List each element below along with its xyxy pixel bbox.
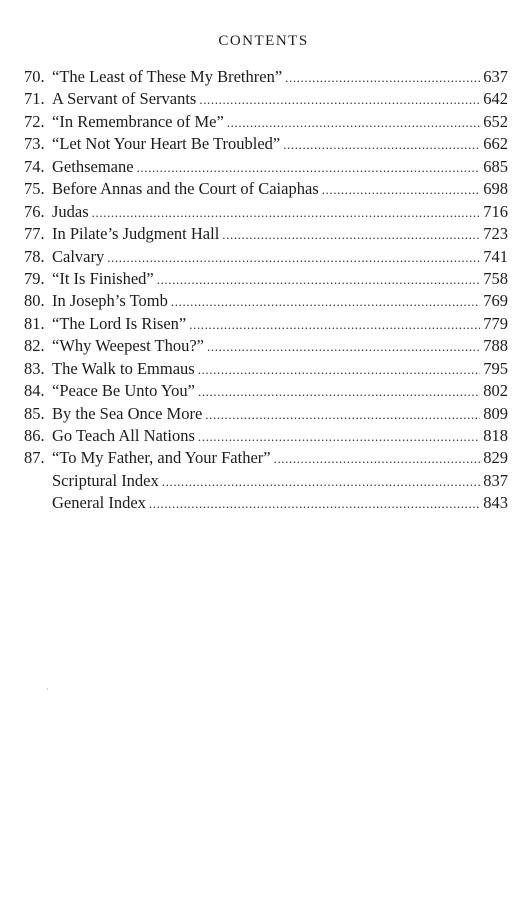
dot-leader xyxy=(322,179,481,201)
page-number: 837 xyxy=(483,470,508,490)
index-title: Scriptural Index xyxy=(52,470,159,490)
dot-leader xyxy=(149,493,480,515)
page-number: 642 xyxy=(483,89,508,109)
page-number: 758 xyxy=(483,268,508,288)
page-number: 652 xyxy=(483,111,508,131)
chapter-title: In Pilate’s Judgment Hall xyxy=(52,224,220,244)
page-number: 802 xyxy=(483,381,508,401)
chapter-number: 70. xyxy=(24,67,45,86)
toc-entry xyxy=(24,447,508,469)
toc-entry xyxy=(24,178,508,200)
dot-leader xyxy=(107,247,480,269)
toc-entry xyxy=(24,268,508,290)
toc-entry xyxy=(24,111,508,133)
chapter-number: 74. xyxy=(24,156,45,176)
dot-leader xyxy=(205,404,480,426)
dot-leader xyxy=(283,134,480,156)
page-number: 818 xyxy=(483,426,508,445)
page-number: 809 xyxy=(483,403,508,423)
chapter-title: In Joseph’s Tomb xyxy=(52,291,168,311)
dot-leader xyxy=(227,112,480,134)
toc-entry xyxy=(24,380,508,402)
chapter-number: 75. xyxy=(24,179,45,199)
chapter-title: The Walk to Emmaus xyxy=(52,358,195,378)
chapter-title: By the Sea Once More xyxy=(52,403,203,423)
toc-entry xyxy=(24,223,508,245)
page-number: 723 xyxy=(483,224,508,244)
chapter-number: 80. xyxy=(24,291,45,311)
page-number: 685 xyxy=(483,156,508,176)
chapter-number: 77. xyxy=(24,224,45,244)
index-title: General Index xyxy=(52,493,146,513)
toc-entry xyxy=(24,133,508,155)
page-number: 716 xyxy=(483,201,508,221)
toc-entry xyxy=(24,88,508,110)
dot-leader xyxy=(171,291,480,313)
dot-leader xyxy=(198,426,480,448)
page-number: 741 xyxy=(483,246,508,266)
page-number: 843 xyxy=(483,493,508,513)
chapter-number: 78. xyxy=(24,246,45,266)
dot-leader xyxy=(207,336,480,358)
table-of-contents xyxy=(24,66,508,515)
chapter-title: “To My Father, and Your Father” xyxy=(52,448,271,468)
chapter-number: 87. xyxy=(24,448,45,468)
page-number: 698 xyxy=(483,179,508,199)
page-number: 829 xyxy=(483,448,508,468)
dot-leader xyxy=(189,314,480,336)
dot-leader xyxy=(157,269,481,291)
chapter-number: 84. xyxy=(24,381,45,401)
chapter-title: Before Annas and the Court of Caiaphas xyxy=(52,179,319,199)
dot-leader xyxy=(92,202,481,224)
toc-entry xyxy=(24,358,508,380)
chapter-number: 83. xyxy=(24,358,45,378)
toc-entry xyxy=(24,403,508,425)
toc-entry xyxy=(24,66,508,88)
chapter-title: “In Remembrance of Me” xyxy=(52,111,224,131)
dot-leader xyxy=(285,67,480,89)
toc-entry xyxy=(24,246,508,268)
toc-entry xyxy=(24,290,508,312)
chapter-title: “It Is Finished” xyxy=(52,268,154,288)
dot-leader xyxy=(162,471,480,493)
page-title: CONTENTS xyxy=(218,33,309,49)
chapter-number: 86. xyxy=(24,426,45,445)
chapter-number: 71. xyxy=(24,89,45,109)
chapter-title: Go Teach All Nations xyxy=(52,426,195,445)
chapter-title: Calvary xyxy=(52,246,105,266)
toc-entry xyxy=(24,335,508,357)
page-number: 788 xyxy=(483,336,508,356)
chapter-title: Gethsemane xyxy=(52,156,134,176)
chapter-title: “Let Not Your Heart Be Troubled” xyxy=(52,134,281,154)
chapter-number: 82. xyxy=(24,336,45,356)
toc-entry xyxy=(24,492,508,514)
chapter-title: “The Least of These My Brethren” xyxy=(52,67,283,86)
chapter-title: “Peace Be Unto You” xyxy=(52,381,195,401)
dot-leader xyxy=(137,157,481,179)
dot-leader xyxy=(199,89,480,111)
chapter-number: 76. xyxy=(24,201,45,221)
page-number: 662 xyxy=(483,134,508,154)
toc-entry xyxy=(24,425,508,447)
chapter-title: “The Lord Is Risen” xyxy=(52,313,187,333)
chapter-title: “Why Weepest Thou?” xyxy=(52,336,205,356)
page-speck xyxy=(47,688,48,690)
dot-leader xyxy=(198,381,480,403)
chapter-number: 72. xyxy=(24,111,45,131)
page-number: 637 xyxy=(483,67,508,86)
page-number: 795 xyxy=(483,358,508,378)
toc-entry xyxy=(24,313,508,335)
dot-leader xyxy=(274,448,481,470)
chapter-number: 79. xyxy=(24,268,45,288)
page-number: 779 xyxy=(483,313,508,333)
toc-entry xyxy=(24,470,508,492)
chapter-title: A Servant of Servants xyxy=(52,89,197,109)
chapter-number: 81. xyxy=(24,313,45,333)
toc-entry xyxy=(24,156,508,178)
dot-leader xyxy=(198,359,481,381)
chapter-number: 73. xyxy=(24,134,45,154)
chapter-title: Judas xyxy=(52,201,89,221)
chapter-number: 85. xyxy=(24,403,45,423)
dot-leader xyxy=(222,224,480,246)
page-number: 769 xyxy=(483,291,508,311)
toc-entry xyxy=(24,201,508,223)
